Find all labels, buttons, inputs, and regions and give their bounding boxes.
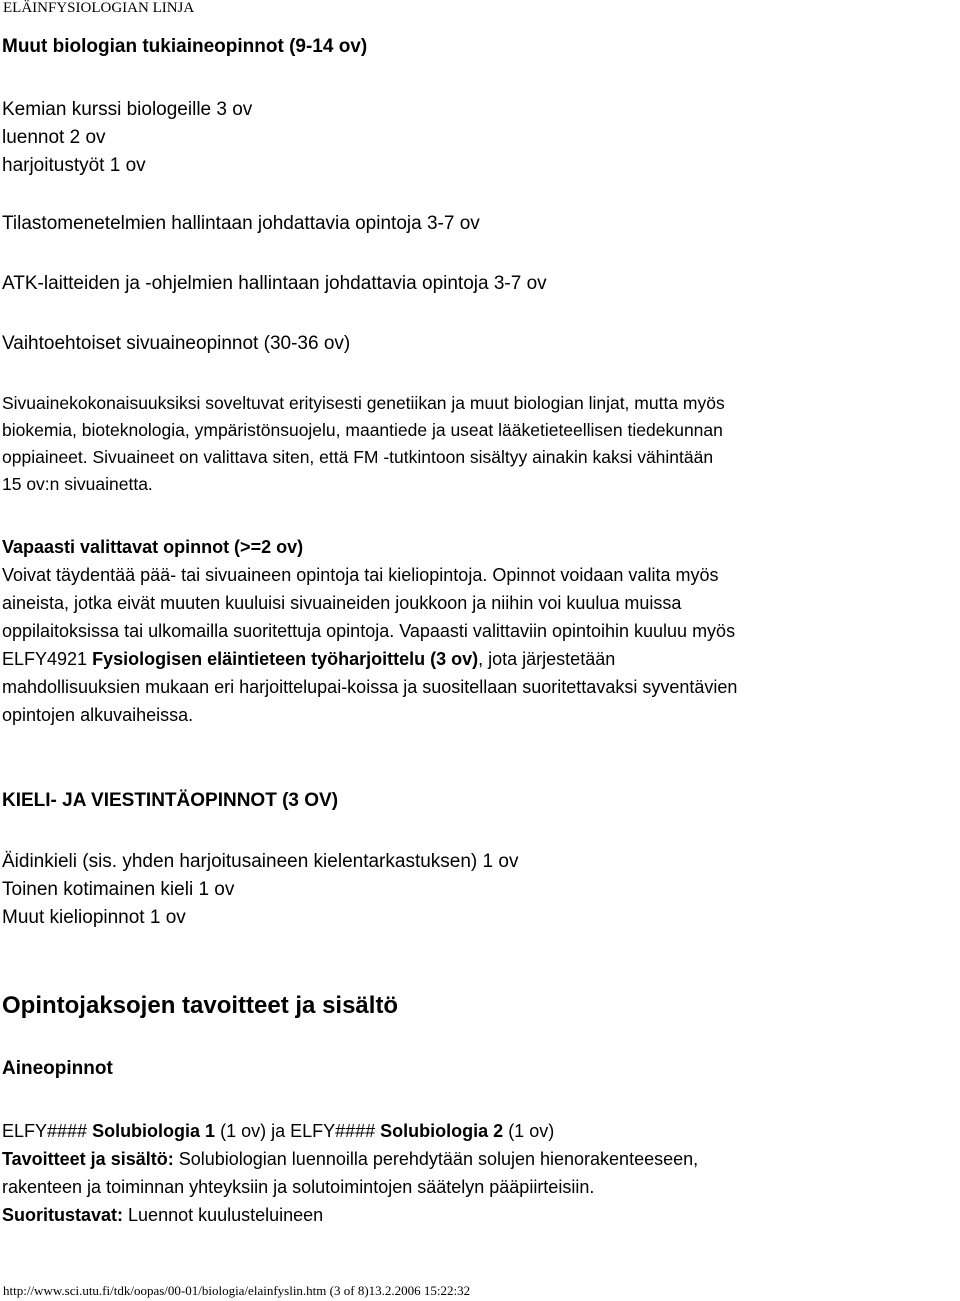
minor-line-4: 15 ov:n sivuainetta.: [2, 474, 153, 494]
goals-text-1: Solubiologian luennoilla perehdytään solujen hienorakenteeseen,: [173, 1149, 699, 1169]
goals-label: Tavoitteet ja sisältö:: [2, 1149, 174, 1169]
goals-line-2: rakenteen ja toiminnan yhteyksiin ja solutoimintojen säätelyn pääpiirteisiin.: [2, 1177, 595, 1197]
free-studies-block: [2, 533, 737, 729]
free-line-3: oppilaitoksissa tai ulkomailla suoritettuja opintoja. Vapaasti valittaviin opintoihin kuuluu myös: [2, 621, 736, 641]
chemistry-exercises: harjoitustyöt 1 ov: [2, 155, 146, 176]
method-label: Suoritustavat:: [2, 1205, 124, 1225]
language-line-2: Toinen kotimainen kieli 1 ov: [2, 879, 235, 900]
course-name-2: Solubiologia 2: [380, 1121, 504, 1141]
chemistry-course: Kemian kurssi biologeille 3 ov: [2, 99, 253, 120]
free-line-4: [2, 645, 737, 673]
course-name-1: Solubiologia 1: [92, 1121, 216, 1141]
support-studies-heading: Muut biologian tukiaineopinnot (9-14 ov): [2, 36, 368, 57]
language-studies-heading: KIELI- JA VIESTINTÄOPINNOT (3 OV): [2, 790, 339, 811]
course-description: [2, 1117, 698, 1229]
course-code-1: ELFY####: [2, 1121, 93, 1141]
chemistry-lectures: luennot 2 ov: [2, 127, 106, 148]
goals-line: [2, 1145, 698, 1173]
minor-line-3: oppiaineet. Sivuaineet on valittava siten, että FM -tutkintoon sisältyy ainakin kaksi vähintään: [2, 447, 714, 467]
minor-line-1: Sivuainekokonaisuuksiksi soveltuvat erityisesti genetiikan ja muut biologian linjat, mutta myös: [2, 393, 725, 413]
goals-heading: Opintojaksojen tavoitteet ja sisältö: [2, 992, 399, 1019]
running-header: ELÄINFYSIOLOGIAN LINJA: [3, 0, 195, 16]
statistics-line: Tilastomenetelmien hallintaan johdattavia opintoja 3-7 ov: [2, 213, 480, 234]
minor-studies-paragraph: [2, 390, 725, 498]
course-name-internship: Fysiologisen eläintieteen työharjoittelu (3 ov): [92, 649, 479, 669]
free-studies-heading: Vapaasti valittavat opinnot (>=2 ov): [2, 537, 304, 557]
language-studies-list: [2, 848, 518, 932]
chemistry-block: [2, 96, 252, 180]
running-footer-url: http://www.sci.utu.fi/tdk/oopas/00-01/biologia/elainfyslin.htm (3 of 8)13.2.2006 15:22:32: [3, 1283, 471, 1298]
language-line-3: Muut kieliopinnot 1 ov: [2, 907, 186, 928]
course-mid: (1 ov) ja ELFY####: [215, 1121, 381, 1141]
method-text: Luennot kuulusteluineen: [123, 1205, 324, 1225]
course-title-line: [2, 1117, 698, 1145]
free-line-4-rest: , jota järjestetään: [478, 649, 616, 669]
method-line: [2, 1201, 698, 1229]
course-code: ELFY4921: [2, 649, 93, 669]
free-line-6: opintojen alkuvaiheissa.: [2, 705, 194, 725]
free-line-5: mahdollisuuksien mukaan eri harjoittelupai-koissa ja suositellaan suoritettavaksi syventävien: [2, 677, 738, 697]
free-line-1: Voivat täydentää pää- tai sivuaineen opintoja tai kieliopintoja. Opinnot voidaan valita myös: [2, 565, 719, 585]
minor-studies-heading: Vaihtoehtoiset sivuaineopinnot (30-36 ov): [2, 333, 351, 354]
atk-line: ATK-laitteiden ja -ohjelmien hallintaan johdattavia opintoja 3-7 ov: [2, 273, 547, 294]
advanced-studies-subheading: Aineopinnot: [2, 1058, 113, 1079]
minor-line-2: biokemia, bioteknologia, ympäristönsuojelu, maantiede ja useat lääketieteellisen tiedekunnan: [2, 420, 723, 440]
language-line-1: Äidinkieli (sis. yhden harjoitusaineen kielentarkastuksen) 1 ov: [2, 851, 519, 872]
free-line-2: aineista, jotka eivät muuten kuuluisi sivuaineiden joukkoon ja niihin voi kuulua muissa: [2, 593, 682, 613]
course-end: (1 ov): [503, 1121, 555, 1141]
